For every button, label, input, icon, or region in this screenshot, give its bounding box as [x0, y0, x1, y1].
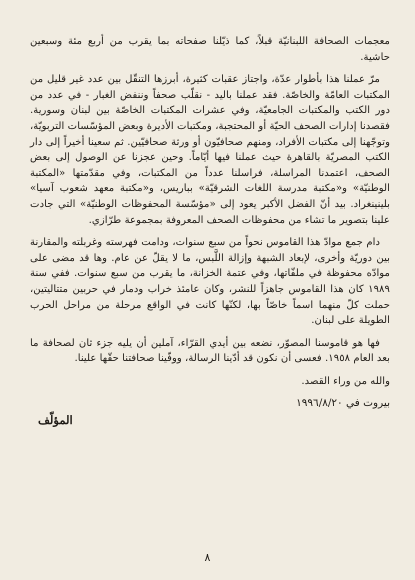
paragraph-compilation-time: دام جمع موادّ هذا القاموس نحواً من سبع سنوات، ودامت فهرسته وغربلته والمقارنة بين دوريّة وأخرى، لإبعاد الشبهة وإزالة اللَّبس، ما لا يقلّ عن عام. وها قد مضى على موادّه محفوظة في ملفّاتها، وفي عتمة الخزانة، ما يقرب من سبع سنوات. ففي سنة ١٩٨٩ كان هذا القاموس جاهزاً للنشر، وكان عامئذ خراب ودمار في حربين متتاليتين، حملت كلّ منهما اسماً خاصّاً بها، لكنّها كانت في الواقع مرحلة من مراحل الحرب الطويلة على لبنان.: [30, 237, 390, 327]
paragraph-closing-hope: فها هو قاموسنا المصوّر، نضعه بين أيدي القرّاء، آملين أن يليه جزء ثان لصحافة ما بعد العام ١٩٥٨. فعسى أن نكون قد أدّينا الرسالة، ووفّينا صحافتنا حقّها علينا.: [30, 337, 390, 365]
page-number: ٨: [204, 551, 211, 564]
paragraph-intro-ending: معجمات الصحافة اللبنانيّة قبلاً، كما ذيّلنا صفحاته بما يقرب من أربع مئة وسبعين حاشية.: [30, 36, 390, 63]
author-signature: المؤلّف: [38, 413, 73, 428]
page-body: [30, 34, 390, 534]
paragraph-research-journey: مرّ عملنا هذا بأطوار عدّة، واجتاز عقبات كثيرة، أبرزها التنقّل بين عدد غير قليل من المكتبات العامّة والخاصّة. فقد عملنا باليد - نقلّب صحفاً وننفض الغبار - في عدد من دور الكتب والمكتبات الجامعيّة، وفي عشرات المكتبات الخاصّة بين لبنان وسورية. فقصدنا إدارات الصحف الحيّة أو المحتجبة، ومكتبات الأديرة وبعض المؤسّسات التربويّة، وتوجّهنا إلى مكتبات الأفراد، ومنهم صحافيّون أو ورثة صحافيّين. ثم سعينا أخيراً إلى دار الكتب المصريّة بالقاهرة حيث عملنا فيها أيّاماً. وحين عجزنا عن الوصول إلى بعض الصحف، اعتمدنا المراسلة، فراسلنا عدداً من المكتبات، وفي مقدّمتها «المكتبة الوطنيّة» و«مكتبة مدرسة اللغات الشرقيّة» بباريس، و«مكتبة معهد شعوب آسيا» بلينينغراد. بيد أنّ الفضل الأكبر يعود إلى «مؤسّسة المحفوظات الوطنيّة» التي جادت علينا بتصوير ما تشاء من محفوظات الصحف المعروفة بمجموعة طرّازي.: [30, 74, 390, 226]
closing-line: والله من وراء القصد.: [301, 375, 390, 387]
date-line: بيروت في ١٩٩٦/٨/٢٠: [296, 397, 390, 410]
